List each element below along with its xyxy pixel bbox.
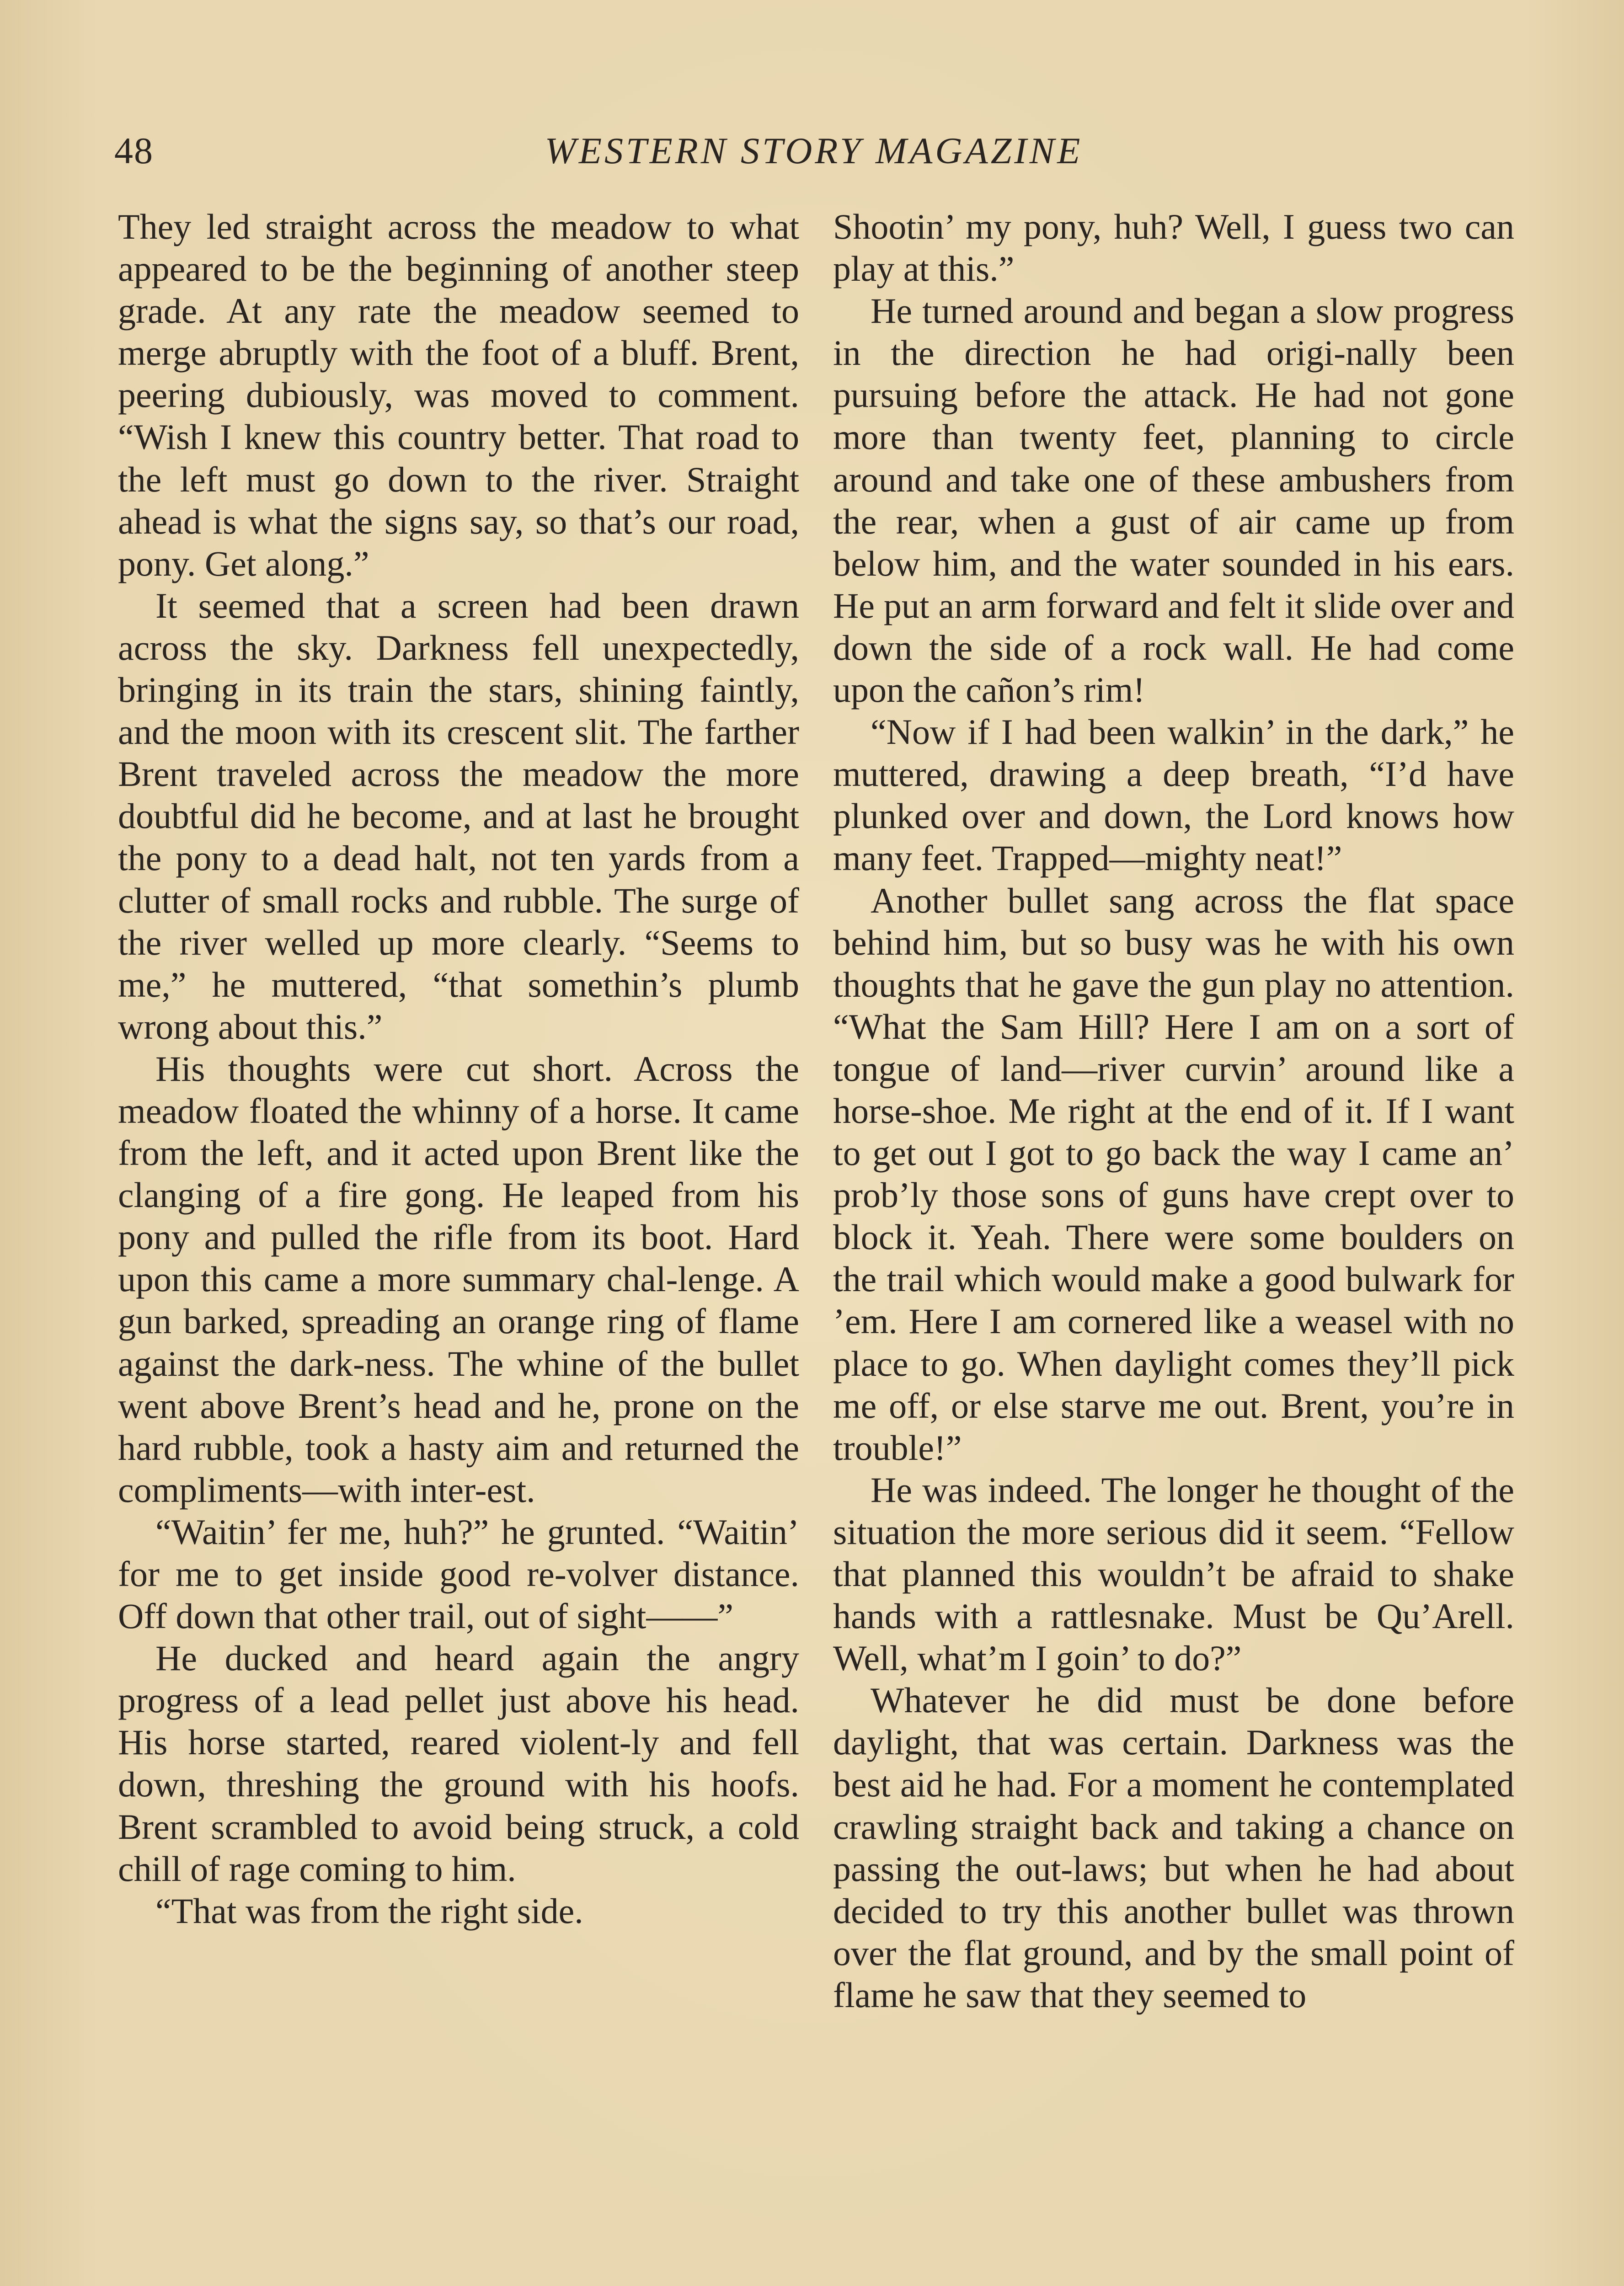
paragraph: He was indeed. The longer he thought of the situation the more serious did it seem. “Fellow that planned this wouldn’t be afraid to shake hands with a rattlesnake. Must be Qu’Arell. Well, what’m I goin’ to do?” <box>833 1469 1514 1678</box>
paragraph: His thoughts were cut short. Across the meadow floated the whinny of a horse. It came from the left, and it acted upon Brent like the clanging of a fire gong. He leaped from his pony and pulled the rifle from its boot. Hard upon this came a more summary chal-lenge. A gun barked, spreading an orange ring of flame against the dark-ness. The whine of the bullet went above Brent’s head and he, prone on the hard rubble, took a hasty aim and returned the compliments—with inter-est. <box>118 1048 799 1510</box>
paragraph: Whatever he did must be done before daylight, that was certain. Darkness was the best aid he had. For a moment he contemplated crawling straight back and taking a chance on passing the out-laws; but when he had about decided to try this another bullet was thrown over the flat ground, and by the small point of flame he saw that they seemed to <box>833 1680 1514 2015</box>
paragraph: He ducked and heard again the angry progress of a lead pellet just above his head. His horse started, reared violent-ly and fell down, threshing the ground with his hoofs. Brent scrambled to avoid being struck, a cold chill of rage coming to him. <box>118 1638 799 1889</box>
paragraph: It seemed that a screen had been drawn across the sky. Darkness fell unexpectedly, bringing in its train the stars, shining faintly, and the moon with its crescent slit. The farther Brent traveled across the meadow the more doubtful did he become, and at last he brought the pony to a dead halt, not ten yards from a clutter of small rocks and rubble. The surge of the river welled up more clearly. “Seems to me,” he muttered, “that somethin’s plumb wrong about this.” <box>118 585 799 1047</box>
page-header <box>114 123 1513 178</box>
left-column <box>118 206 799 2286</box>
paragraph: “That was from the right side. <box>155 1891 583 1931</box>
paragraph: “Now if I had been walkin’ in the dark,” he muttered, drawing a deep breath, “I’d have plunked over and down, the Lord knows how many feet. Trapped—mighty neat!” <box>833 712 1514 878</box>
paragraph: “Waitin’ fer me, huh?” he grunted. “Waitin’ for me to get inside good re-volver distance. Off down that other trail, out of sight——” <box>118 1512 799 1636</box>
page-number: 48 <box>114 130 154 171</box>
paragraph: Shootin’ my pony, huh? Well, I guess two can play at this.” <box>833 207 1514 289</box>
paragraph: Another bullet sang across the flat space behind him, but so busy was he with his own thoughts that he gave the gun play no attention. “What the Sam Hill? Here I am on a sort of tongue of land—river curvin’ around like a horse-shoe. Me right at the end of it. If I want to get out I got to go back the way I came an’ prob’ly those sons of guns have crept over to block it. Yeah. There were some boulders on the trail which would make a good bulwark for ’em. Here I am cornered like a weasel with no place to go. When daylight comes they’ll pick me off, or else starve me out. Brent, you’re in trouble!” <box>833 880 1514 1468</box>
right-column <box>833 206 1514 2286</box>
running-title: WESTERN STORY MAGAZINE <box>545 130 1083 171</box>
paragraph: They led straight across the meadow to what appeared to be the beginning of another steep grade. At any rate the meadow seemed to merge abruptly with the foot of a bluff. Brent, peering dubiously, was moved to comment. “Wish I knew this country better. That road to the left must go down to the river. Straight ahead is what the signs say, so that’s our road, pony. Get along.” <box>118 207 799 583</box>
paragraph: He turned around and began a slow progress in the direction he had origi-nally been pursuing before the attack. He had not gone more than twenty feet, planning to circle around and take one of these ambushers from the rear, when a gust of air came up from below him, and the water sounded in his ears. He put an arm forward and felt it slide over and down the side of a rock wall. He had come upon the cañon’s rim! <box>833 291 1514 710</box>
